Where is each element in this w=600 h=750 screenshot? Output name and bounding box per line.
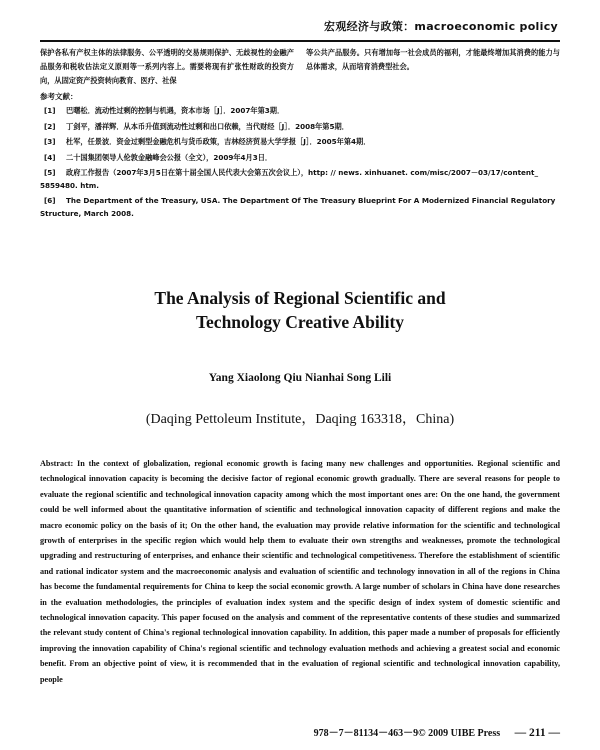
reference-item: [2] 丁剑平，潘祥辉．从本币升值到流动性过剩和出口依赖，当代财经［J］．2008年第5期．	[44, 121, 349, 131]
paper-title	[0, 286, 600, 334]
footer-isbn: 978－7－81134－463－9© 2009 UIBE Press	[313, 728, 501, 739]
paper-affiliation: (Daqing Pettoleum Institute，Daqing 163318，China)	[145, 412, 455, 427]
paper-authors: Yang Xiaolong Qiu Nianhai Song Lili	[208, 372, 392, 384]
paper-title-line-1: The Analysis of Regional Scientific and	[154, 288, 446, 308]
reference-item: [3] 杜军，任景波．资金过剩型金融危机与货币政策，吉林经济贸易大学学报［J］．2005年第4期．	[44, 137, 371, 146]
reference-item: [4] 二十国集团领导人伦敦金融峰会公报（全文），2009年4月3日．	[44, 152, 273, 162]
reference-item: [6] The Department of the Treasury, USA. The Department Of The Treasury Blueprint For A Modernized Financial Regulatory Structure, March 2008.	[40, 196, 556, 218]
paper-title-line-2: Technology Creative Ability	[195, 312, 405, 332]
column-right	[306, 46, 560, 88]
abstract-text: In the context of globalization, regional economic growth is facing many new challenges and opportunities. Regional scientific and technological innovation capacity is becoming the decisive factor of regional economic growth gradually. There are several reasons for people to evaluate the regional scientific and technological innovation capacity among which the most important ones are: On the one hand, the government could be well informed about the quantitative information of scientific and technological innovation capacity of different regions and make the macro economic policy on the basis of it; On the other hand, the evaluation may provide relative information for the scientific and technological growth of enterprises in the specific region which would help them to evaluate their own strengths and weaknesses, promote the technological upgrading and restructuring of enterprises, and enhance their scientific and technological competitiveness. Therefore the establishment of scientific and rational indicator system and the macroeconomic analysis and evaluation of scientific and technology innovation in all of the regions in China has become the fundamental requirements for China to keep the social economic growth. A large number of scholars in China have done researches in the evaluation methodologies, the principles of evaluation index system and the specific design of index system of domestic scientific and technological innovation capacity. This paper focused on the analysis and comment of the representative contents of these studies and summarized the relevant study content of China's regional technological innovation capability. In addition, this paper made a number of proposals for efficiently improving the innovation capability of China's regional scientific and technology evaluation methods and achieving a greatest social and economic benefit. From an objective point of view, it is recommended that in the evaluation of regional scientific and technological innovation capability, people	[40, 459, 561, 684]
reference-item: [5] 政府工作报告（2007年3月5日在第十届全国人民代表大会第五次会议上），http: // news. xinhuanet. com/misc/2007－03/17/content_ 5859480. htm.	[40, 168, 539, 190]
previous-article-section	[40, 46, 560, 223]
column-left	[40, 46, 294, 88]
abstract-label: Abstract:	[40, 459, 74, 468]
two-column-text	[40, 46, 560, 88]
page-footer	[40, 724, 560, 739]
abstract	[40, 456, 560, 687]
continued-paragraph-left: 保护各私有产权主体的法律服务、公平透明的交易规则保护、无歧视性的金融产品服务和税收估法定义原则等一系列内容上。需要将现有扩张性财政的投资方向，从固定资产投资转向教育、医疗、社保	[40, 48, 294, 85]
running-header	[40, 14, 560, 42]
reference-list	[40, 105, 560, 220]
continued-paragraph-right: 等公共产品服务。只有增加每一社会成员的福利，才能最终增加其消费的能力与总体需求，从而培育消费型社会。	[306, 48, 560, 71]
references-heading: 参考文献：	[40, 92, 78, 101]
reference-item: [1] 巴曙松．流动性过剩的控制与机遇，资本市场［J］．2007年第3期．	[44, 106, 285, 115]
page-number: — 211 —	[514, 727, 560, 739]
running-title: 宏观经济与政策：macroeconomic policy	[324, 20, 558, 33]
